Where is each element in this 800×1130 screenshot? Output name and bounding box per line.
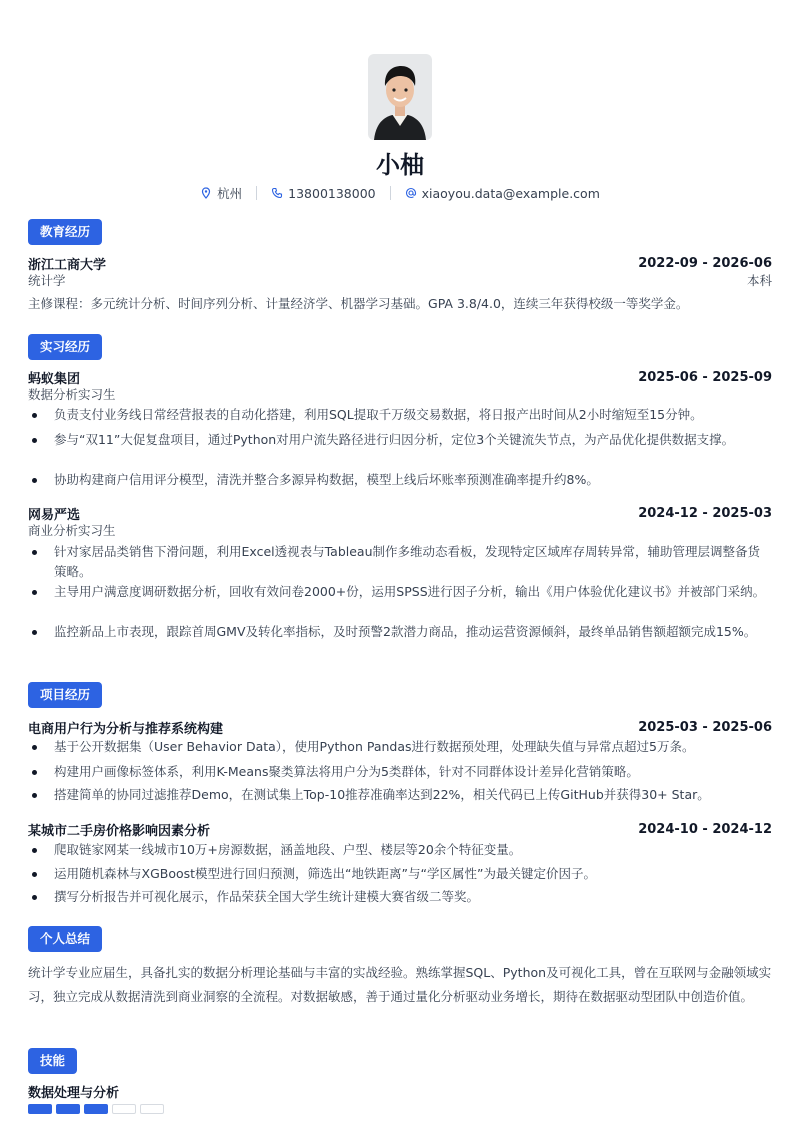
skill-level-bars [28, 1104, 164, 1114]
bullet-dot [28, 622, 54, 642]
section-education-heading: 教育经历 [28, 219, 102, 245]
education-school: 浙江工商大学 [28, 258, 107, 273]
contact-divider [256, 186, 257, 200]
contact-city [200, 184, 242, 202]
bullet-dot [28, 840, 54, 860]
list-item: 监控新品上市表现，跟踪首周GMV及转化率指标，及时预警2款潜力商品，推动运营资源倾斜，最终单品销售额超额完成15%。 [28, 622, 772, 642]
summary-text: 统计学专业应届生，具备扎实的数据分析理论基础与丰富的实战经验。熟练掌握SQL、Python及可视化工具，曾在互联网与金融领域实习，独立完成从数据清洗到商业洞察的全流程。对数据敏感，善于通过量化分析驱动业务增长，期待在数据驱动型团队中创造价值。 [28, 965, 772, 1004]
list-item: 爬取链家网某一线城市10万+房源数据，涵盖地段、户型、楼层等20余个特征变量。 [28, 840, 772, 860]
contact-email[interactable] [405, 186, 600, 201]
project-dates: 2024-10 - 2024-12 [638, 822, 772, 837]
skill-bar-filled [84, 1104, 108, 1114]
avatar [368, 54, 432, 140]
section-internship-heading: 实习经历 [28, 334, 102, 360]
list-item: 参与“双11”大促复盘项目，通过Python对用户流失路径进行归因分析，定位3个关键流失节点，为产品优化提供数据支撑。 [28, 430, 772, 450]
internship-dates: 2025-06 - 2025-09 [638, 370, 772, 385]
list-item: 针对家居品类销售下滑问题，利用Excel透视表与Tableau制作多维动态看板，发现特定区域库存周转异常，辅助管理层调整备货策略。 [28, 542, 772, 582]
list-item: 基于公开数据集（User Behavior Data），使用Python Pandas进行数据预处理，处理缺失值与异常点超过5万条。 [28, 737, 772, 757]
list-item: 搭建简单的协同过滤推荐Demo，在测试集上Top-10推荐准确率达到22%，相关代码已上传GitHub并获得30+ Star。 [28, 785, 772, 805]
education-dates: 2022-09 - 2026-06 [638, 256, 772, 271]
project-name: 某城市二手房价格影响因素分析 [28, 824, 211, 839]
internship-company: 蚂蚁集团 [28, 372, 81, 387]
education-degree: 本科 [746, 273, 772, 288]
section-summary-heading: 个人总结 [28, 926, 102, 952]
candidate-name: 小柚 [376, 151, 424, 179]
skill-bar-filled [56, 1104, 80, 1114]
education-description: 主修课程：多元统计分析、时间序列分析、计量经济学、机器学习基础。GPA 3.8/4.0，连续三年获得校级一等奖学金。 [28, 296, 689, 311]
skill-name: 数据处理与分析 [28, 1086, 120, 1101]
list-item: 主导用户满意度调研数据分析，回收有效问卷2000+份，运用SPSS进行因子分析，输出《用户体验优化建议书》并被部门采纳。 [28, 582, 772, 602]
city-text: 杭州 [217, 186, 243, 201]
bullet-dot [28, 737, 54, 757]
bullet-dot [28, 785, 54, 805]
bullet-dot [28, 405, 54, 425]
contact-divider [390, 186, 391, 200]
bullet-dot [28, 762, 54, 782]
bullet-dot [28, 542, 54, 582]
list-item: 构建用户画像标签体系，利用K-Means聚类算法将用户分为5类群体，针对不同群体设计差异化营销策略。 [28, 762, 772, 782]
section-skills-heading: 技能 [28, 1048, 77, 1074]
phone-text: 13800138000 [288, 185, 376, 201]
skill-bar-empty [112, 1104, 136, 1114]
at-sign-icon [405, 187, 417, 199]
skill-bar-filled [28, 1104, 52, 1114]
internship-dates: 2024-12 - 2025-03 [638, 506, 772, 521]
bullet-dot [28, 887, 54, 907]
contact-bar [0, 184, 800, 202]
project-name: 电商用户行为分析与推荐系统构建 [28, 722, 224, 737]
email-text: xiaoyou.data@example.com [421, 185, 600, 201]
contact-phone[interactable] [271, 186, 375, 201]
phone-icon [271, 187, 283, 199]
bullet-dot [28, 864, 54, 884]
section-project-heading: 项目经历 [28, 682, 102, 708]
internship-role: 商业分析实习生 [28, 523, 116, 538]
avatar-photo [368, 54, 432, 140]
bullet-dot [28, 430, 54, 450]
location-pin-icon [200, 187, 212, 199]
internship-role: 数据分析实习生 [28, 387, 116, 402]
bullet-dot [28, 582, 54, 602]
education-major: 统计学 [28, 273, 66, 288]
project-dates: 2025-03 - 2025-06 [638, 720, 772, 735]
internship-company: 网易严选 [28, 508, 81, 523]
list-item: 协助构建商户信用评分模型，清洗并整合多源异构数据，模型上线后坏账率预测准确率提升约8%。 [28, 470, 772, 490]
list-item: 负责支付业务线日常经营报表的自动化搭建，利用SQL提取千万级交易数据，将日报产出时间从2小时缩短至15分钟。 [28, 405, 772, 425]
list-item: 撰写分析报告并可视化展示，作品荣获全国大学生统计建模大赛省级二等奖。 [28, 887, 772, 907]
list-item: 运用随机森林与XGBoost模型进行回归预测，筛选出“地铁距离”与“学区属性”为最关键定价因子。 [28, 864, 772, 884]
bullet-dot [28, 470, 54, 490]
skill-bar-empty [140, 1104, 164, 1114]
